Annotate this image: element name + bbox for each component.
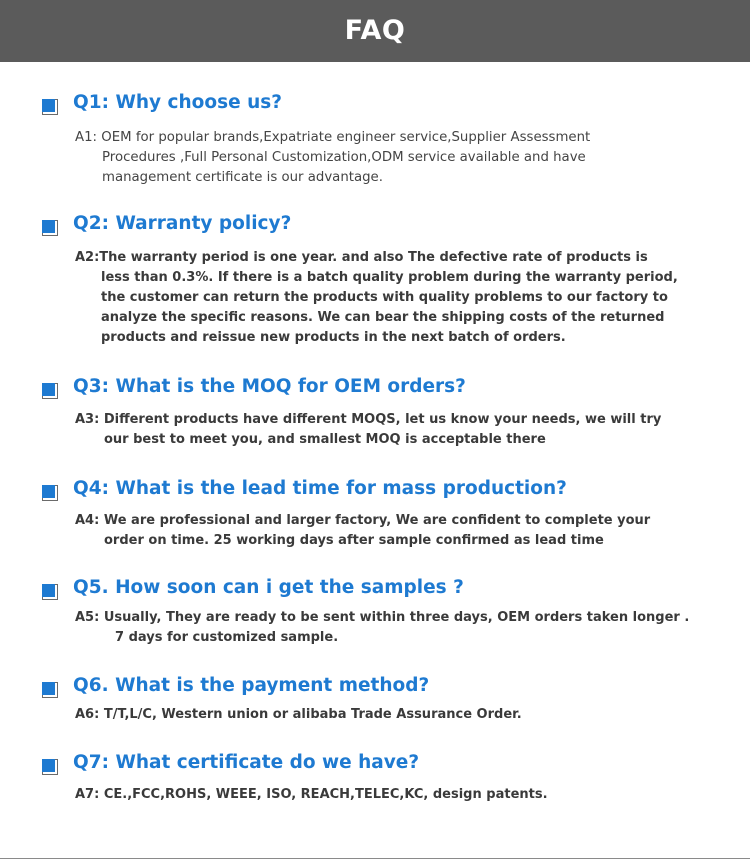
square-bullet-icon	[42, 383, 59, 400]
answer-1	[75, 128, 590, 188]
answer-line: our best to meet you, and smallest MOQ is acceptable there	[104, 432, 546, 447]
question-row	[0, 375, 750, 405]
question-7: Q7: What certificate do we have?	[73, 752, 420, 773]
answer-line: A1: OEM for popular brands,Expatriate engineer service,Supplier Assessment	[75, 130, 591, 145]
answer-7	[75, 785, 548, 805]
question-6: Q6. What is the payment method?	[73, 675, 430, 696]
square-bullet-icon	[42, 682, 59, 699]
question-row	[0, 674, 750, 704]
answer-3	[75, 410, 661, 450]
answer-5	[75, 608, 689, 648]
answer-line: management certificate is our advantage.	[102, 170, 383, 185]
answer-line: 7 days for customized sample.	[115, 630, 339, 645]
answer-line: A3: Different products have different MOQS, let us know your needs, we will try	[75, 412, 662, 427]
question-row	[0, 751, 750, 781]
question-5: Q5. How soon can i get the samples ?	[73, 577, 464, 598]
square-bullet-icon	[42, 759, 59, 776]
answer-line: the customer can return the products with quality problems to our factory to	[101, 290, 668, 305]
footer-divider	[0, 858, 750, 859]
question-3: Q3: What is the MOQ for OEM orders?	[73, 376, 466, 397]
answer-line: A5: Usually, They are ready to be sent within three days, OEM orders taken longer .	[75, 610, 690, 625]
answer-line: Procedures ,Full Personal Customization,ODM service available and have	[102, 150, 586, 165]
question-row	[0, 477, 750, 507]
square-bullet-icon	[42, 99, 59, 116]
question-row	[0, 576, 750, 606]
page-title: FAQ	[344, 15, 406, 46]
answer-6	[75, 705, 522, 725]
answer-2	[75, 248, 678, 348]
square-bullet-icon	[42, 584, 59, 601]
square-bullet-icon	[42, 220, 59, 237]
answer-line: analyze the specific reasons. We can bear the shipping costs of the returned	[101, 310, 665, 325]
square-bullet-icon	[42, 485, 59, 502]
faq-header	[0, 0, 750, 62]
question-1: Q1: Why choose us?	[73, 92, 282, 113]
answer-line: A6: T/T,L/C, Western union or alibaba Trade Assurance Order.	[75, 707, 522, 722]
answer-line: products and reissue new products in the next batch of orders.	[101, 330, 566, 345]
answer-line: A4: We are professional and larger factory, We are confident to complete your	[75, 513, 651, 528]
answer-line: less than 0.3%. If there is a batch quality problem during the warranty period,	[101, 270, 678, 285]
answer-line: order on time. 25 working days after sample confirmed as lead time	[104, 533, 604, 548]
answer-4	[75, 511, 650, 551]
question-2: Q2: Warranty policy?	[73, 213, 292, 234]
answer-line: A7: CE.,FCC,ROHS, WEEE, ISO, REACH,TELEC,KC, design patents.	[75, 787, 548, 802]
question-4: Q4: What is the lead time for mass production?	[73, 478, 567, 499]
answer-line: A2:The warranty period is one year. and also The defective rate of products is	[75, 250, 648, 265]
question-row	[0, 212, 750, 242]
question-row	[0, 91, 750, 121]
